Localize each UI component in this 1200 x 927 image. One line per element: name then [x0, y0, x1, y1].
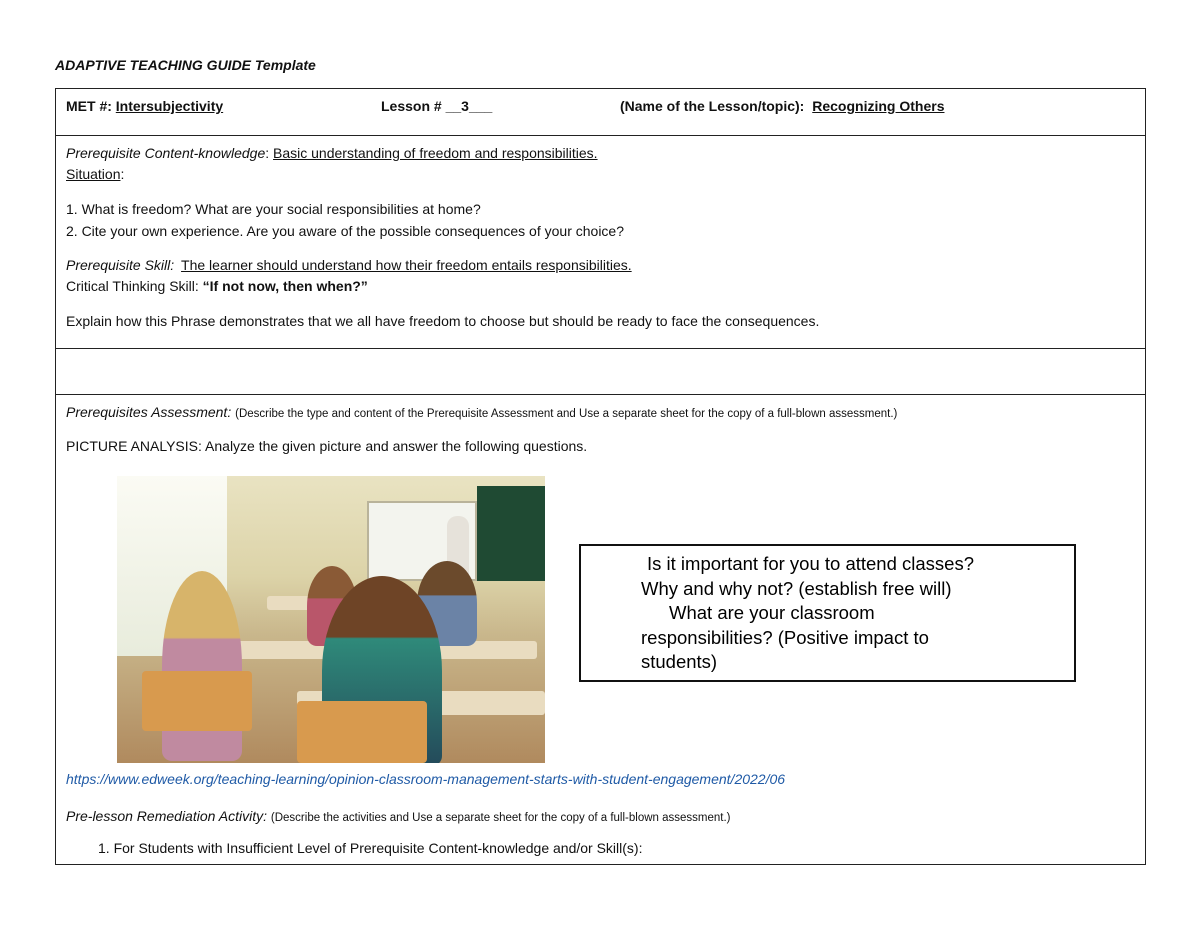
critical-thinking-value: “If not now, then when?”	[202, 278, 368, 294]
situation-question-1: 1. What is freedom? What are your social responsibilities at home?	[66, 201, 481, 217]
topic-value: Recognizing Others	[812, 98, 945, 114]
image-source-link[interactable]: https://www.edweek.org/teaching-learning/opinion-classroom-management-starts-with-student-engagement/2022/06	[66, 771, 786, 787]
remediation-note: (Describe the activities and Use a separate sheet for the copy of a full-blown assessment.)	[270, 812, 731, 824]
assessment-label: Prerequisites Assessment:	[66, 404, 232, 420]
prerequisite-skill-line	[66, 257, 632, 273]
photo-chair	[297, 701, 427, 763]
remediation-heading	[66, 808, 731, 824]
explain-instruction: Explain how this Phrase demonstrates that we all have freedom to choose but should be ready to face the consequences.	[66, 313, 820, 329]
prerequisite-skill-label: Prerequisite Skill:	[66, 257, 175, 273]
guide-table	[55, 88, 1146, 865]
content-knowledge-colon: :	[265, 145, 270, 161]
remediation-label: Pre-lesson Remediation Activity:	[66, 808, 268, 824]
prerequisite-row	[56, 136, 1145, 349]
document-title: ADAPTIVE TEACHING GUIDE Template	[55, 57, 316, 73]
question-line-4: responsibilities? (Positive impact to	[641, 626, 929, 648]
prerequisite-skill-value: The learner should understand how their freedom entails responsibilities.	[181, 257, 632, 273]
question-line-3: What are your classroom	[669, 602, 875, 623]
met-value: Intersubjectivity	[115, 98, 224, 114]
photo-chair	[142, 671, 252, 731]
questions-box	[579, 544, 1076, 682]
picture-analysis-text: Analyze the given picture and answer the following questions.	[205, 438, 588, 454]
header-row	[56, 89, 1145, 136]
empty-row	[56, 349, 1145, 395]
remediation-item-1: 1. For Students with Insufficient Level of Prerequisite Content-knowledge and/or Skill(s):	[98, 840, 643, 856]
assessment-row	[56, 395, 1145, 865]
picture-analysis-line	[66, 438, 587, 454]
assessment-heading	[66, 404, 897, 420]
situation-colon: :	[120, 166, 125, 182]
classroom-photo	[117, 476, 545, 763]
topic-field	[620, 98, 944, 114]
question-line-5: students)	[641, 651, 718, 672]
lesson-label: Lesson #	[381, 98, 442, 114]
content-knowledge-line	[66, 145, 598, 161]
met-field	[66, 98, 223, 114]
met-label: MET #:	[66, 98, 112, 114]
critical-thinking-label: Critical Thinking Skill:	[66, 278, 199, 294]
lesson-field	[381, 98, 492, 114]
situation-label: Situation	[66, 166, 121, 182]
content-knowledge-value: Basic understanding of freedom and responsibilities.	[273, 145, 598, 161]
picture-analysis-label: PICTURE ANALYSIS:	[66, 438, 202, 454]
question-line-2: Why and why not? (establish free will)	[641, 577, 952, 599]
situation-line	[66, 166, 124, 182]
content-knowledge-label: Prerequisite Content-knowledge	[66, 145, 266, 161]
situation-question-2: 2. Cite your own experience. Are you aware of the possible consequences of your choice?	[66, 223, 624, 239]
lesson-value: __3___	[445, 98, 493, 114]
topic-label: (Name of the Lesson/topic):	[620, 98, 805, 114]
assessment-note: (Describe the type and content of the Prerequisite Assessment and Use a separate sheet for the copy of a full-blown assessment.)	[235, 408, 898, 420]
photo-student	[162, 571, 242, 761]
question-line-1: Is it important for you to attend classes?	[647, 553, 974, 574]
critical-thinking-line	[66, 278, 368, 294]
photo-chalkboard	[477, 486, 545, 581]
